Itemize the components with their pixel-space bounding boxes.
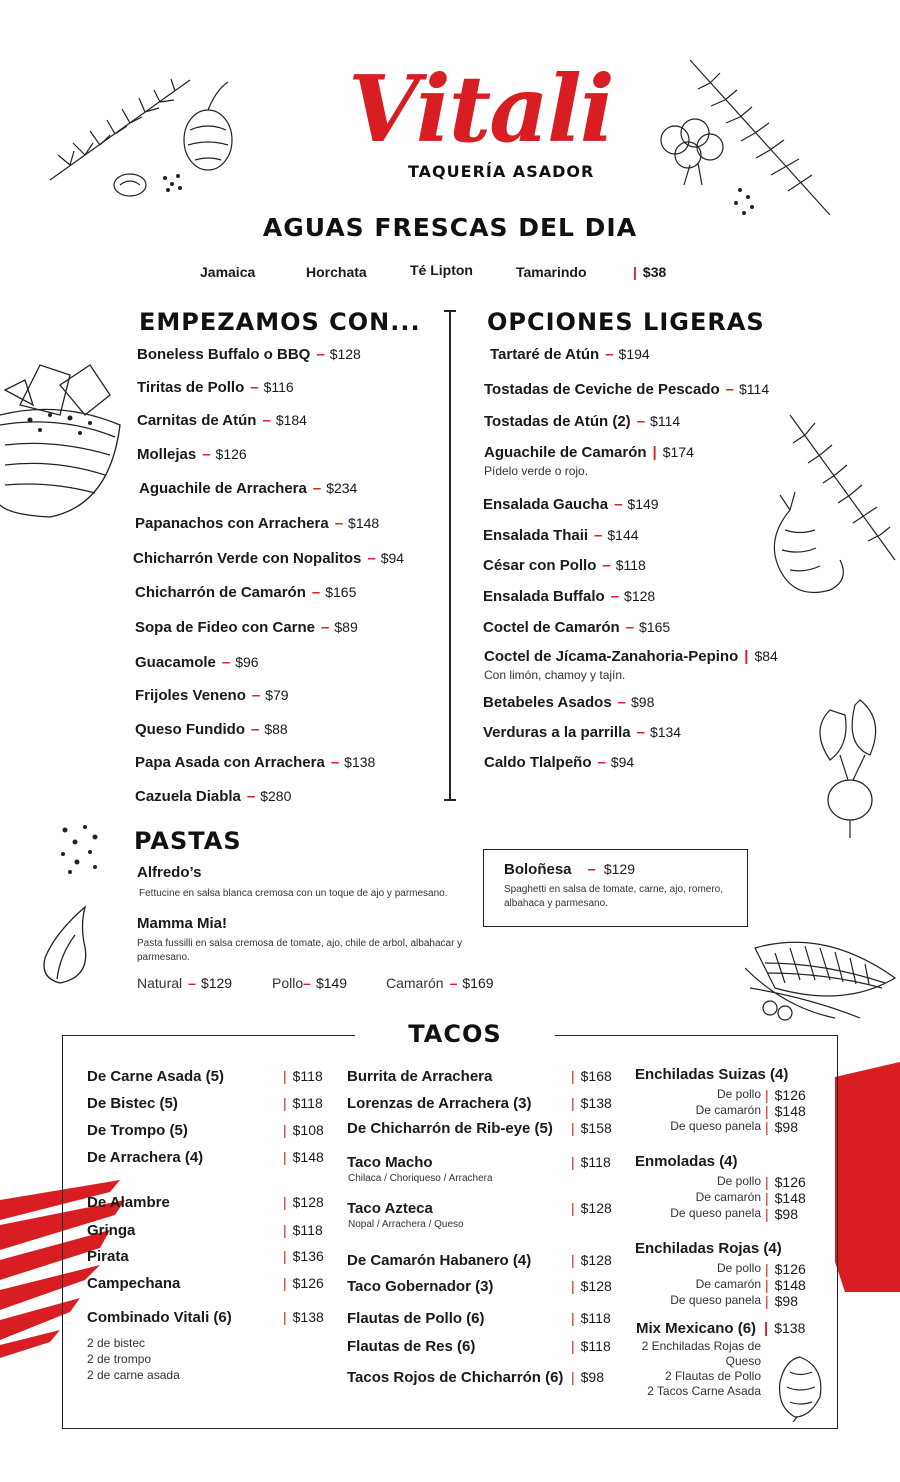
price-separator: | — [571, 1369, 575, 1385]
price-value: $118 — [292, 1095, 323, 1111]
item-note: Con limón, chamoy y tajín. — [484, 668, 626, 682]
enchilada-option: De queso panela — [670, 1119, 761, 1133]
price-separator: | — [571, 1278, 575, 1294]
mix-note: 2 Tacos Carne Asada — [647, 1384, 761, 1398]
menu-item-ligeras — [490, 346, 650, 363]
item-price: $128 — [624, 588, 656, 604]
item-name: Sopa de Fideo con Carne — [135, 619, 316, 636]
taco-price — [283, 1194, 324, 1210]
item-name: Ensalada Gaucha — [483, 496, 609, 513]
price-separator: | — [571, 1068, 575, 1084]
item-name: Tiritas de Pollo — [137, 379, 245, 396]
price-separator: | — [652, 444, 657, 461]
item-name: Boneless Buffalo o BBQ — [137, 346, 311, 363]
brand-subtitle: TAQUERÍA ASADOR — [408, 162, 595, 181]
aguas-item: Tamarindo — [516, 264, 587, 280]
enchilada-price — [765, 1261, 806, 1277]
enchilada-option: De queso panela — [670, 1293, 761, 1307]
item-price: $94 — [380, 550, 405, 566]
price-dash: – — [250, 379, 259, 396]
item-price: $149 — [627, 496, 659, 512]
taco-price — [283, 1068, 323, 1084]
item-name: Ensalada Thaii — [483, 527, 589, 544]
bolonesa-name: Boloñesa – $129 — [504, 861, 636, 878]
corn-icon — [745, 918, 900, 1023]
price-separator: | — [765, 1293, 769, 1309]
item-name: Papanachos con Arrachera — [135, 515, 329, 532]
bolonesa-label: Boloñesa — [504, 861, 572, 878]
price-separator: | — [283, 1309, 287, 1325]
price-separator: | — [765, 1277, 769, 1293]
enchilada-price — [765, 1190, 806, 1206]
price-value: $108 — [292, 1122, 324, 1138]
price-separator: | — [571, 1095, 575, 1111]
price-dash: – — [334, 515, 344, 532]
item-price: $88 — [264, 721, 288, 737]
item-name: Caldo Tlalpeño — [484, 754, 592, 771]
aguas-item: Jamaica — [200, 264, 256, 280]
enchilada-option: De pollo — [716, 1261, 761, 1275]
price-separator: | — [571, 1310, 575, 1326]
item-price: $184 — [275, 412, 307, 428]
taco-item: Flautas de Res (6) — [347, 1338, 476, 1355]
menu-item-empezamos — [135, 687, 289, 704]
price-dash: – — [614, 496, 623, 513]
item-name: César con Pollo — [483, 557, 597, 574]
menu-item-empezamos — [137, 412, 307, 429]
brand-logo: Vitali — [348, 55, 613, 163]
enchilada-price — [765, 1119, 798, 1135]
pasta-option-price: $169 — [462, 975, 494, 991]
menu-item-ligeras — [483, 496, 659, 513]
menu-item-ligeras — [484, 381, 769, 398]
menu-item-empezamos — [135, 654, 259, 671]
enchilada-group: Enchiladas Suizas (4) — [635, 1066, 789, 1083]
item-price: $165 — [639, 619, 671, 635]
pasta-option-price: $149 — [315, 975, 348, 991]
price-separator: | — [765, 1103, 769, 1119]
item-note: Pídelo verde o rojo. — [484, 464, 589, 478]
pasta-option-label: Pollo — [272, 975, 304, 991]
taco-item: Taco Gobernador (3) — [347, 1278, 494, 1295]
item-name: Cazuela Diabla — [135, 788, 241, 805]
pasta-alfredo: Alfredo’s — [137, 864, 202, 881]
mix-note — [620, 1339, 761, 1369]
price-separator: | — [283, 1194, 287, 1210]
guacamole-bowl-icon — [0, 345, 125, 520]
garlic-icon — [40, 905, 95, 985]
taco-item: Gringa — [87, 1222, 136, 1239]
menu-item-ligeras — [483, 724, 681, 741]
item-name: Chicharrón de Camarón — [135, 584, 306, 601]
price-value: $168 — [580, 1068, 612, 1084]
pasta-option-price: $129 — [200, 975, 233, 991]
taco-item: De Alambre — [87, 1194, 170, 1211]
pasta-mamma: Mamma Mia! — [137, 915, 228, 932]
price-value: $126 — [774, 1261, 806, 1277]
price-separator: | — [571, 1200, 575, 1216]
price-dash: – — [636, 413, 646, 430]
taco-item: Flautas de Pollo (6) — [347, 1310, 485, 1327]
price-separator: | — [765, 1190, 769, 1206]
price-dash: – — [594, 527, 603, 544]
menu-item-empezamos — [135, 584, 356, 601]
price-dash: – — [262, 412, 271, 429]
item-price: $128 — [329, 346, 361, 362]
price-separator: | — [765, 1206, 769, 1222]
price-separator: | — [283, 1248, 287, 1264]
taco-item: Taco Macho — [347, 1154, 433, 1171]
mix-name: Mix Mexicano (6) — [636, 1320, 757, 1337]
taco-price — [571, 1068, 612, 1084]
item-price: $194 — [618, 346, 650, 362]
enchilada-price — [765, 1103, 806, 1119]
rosemary-onion-icon — [40, 60, 260, 200]
price-value: $148 — [774, 1103, 806, 1119]
price-value: $126 — [292, 1275, 324, 1291]
menu-item-empezamos — [135, 788, 291, 805]
enchilada-option: De pollo — [716, 1174, 761, 1188]
aguas-item: Té Lipton — [410, 262, 473, 278]
item-price: $94 — [610, 754, 635, 770]
price-dash: – — [330, 754, 340, 771]
price-value: $98 — [774, 1206, 798, 1222]
price-separator: | — [283, 1149, 287, 1165]
item-price: $234 — [326, 480, 358, 496]
taco-item: De Carne Asada (5) — [87, 1068, 224, 1085]
price-separator: | — [571, 1252, 575, 1268]
item-name: Aguachile de Camarón — [484, 444, 647, 461]
price-value: $136 — [292, 1248, 324, 1264]
enchilada-option: De camarón — [695, 1103, 761, 1117]
bolonesa-box — [483, 849, 748, 927]
aguas-item: Horchata — [306, 264, 367, 280]
price-dash: – — [725, 381, 734, 398]
price-dash: – — [321, 619, 330, 636]
price-value: $118 — [580, 1310, 611, 1326]
price-separator: | — [283, 1275, 287, 1291]
price-separator: | — [571, 1120, 575, 1136]
item-price: $89 — [334, 619, 358, 635]
item-price: $138 — [344, 754, 376, 770]
menu-item-empezamos — [135, 721, 288, 738]
price-value: $158 — [580, 1120, 612, 1136]
item-name: Tartaré de Atún — [490, 346, 600, 363]
item-price: $98 — [631, 694, 655, 710]
item-price: $114 — [650, 413, 681, 429]
price-dash: – — [617, 694, 627, 711]
price-separator: | — [571, 1338, 575, 1354]
taco-item: Burrita de Arrachera — [347, 1068, 493, 1085]
menu-item-empezamos — [135, 754, 375, 771]
combinado-note: 2 de carne asada — [87, 1368, 180, 1382]
price-dash: – — [367, 550, 376, 567]
menu-item-ligeras — [483, 619, 670, 636]
pepper-seeds-icon — [55, 822, 105, 877]
price-dash: – — [311, 584, 321, 601]
menu-item-ligeras — [483, 557, 646, 574]
enchilada-option: De camarón — [695, 1277, 761, 1291]
price-separator: | — [283, 1122, 287, 1138]
ligeras-title: OPCIONES LIGERAS — [487, 308, 765, 336]
price-value: $128 — [580, 1200, 612, 1216]
mix-note: 2 Flautas de Pollo — [664, 1369, 761, 1383]
item-price: $174 — [662, 444, 694, 460]
item-name: Ensalada Buffalo — [483, 588, 605, 605]
pasta-option-pollo: Pollo– $149 — [272, 975, 348, 991]
taco-item: De Arrachera (4) — [87, 1149, 204, 1166]
taco-price — [571, 1338, 611, 1354]
item-name: Mollejas — [137, 446, 197, 463]
price-dash: – — [251, 687, 261, 704]
pasta-option-natural: Natural – $129 — [137, 975, 233, 991]
menu-item-ligeras — [484, 413, 680, 430]
price-dash: – — [251, 721, 260, 738]
price-value: $148 — [292, 1149, 324, 1165]
item-name: Tostadas de Atún (2) — [484, 413, 631, 430]
item-name: Tostadas de Ceviche de Pescado — [484, 381, 720, 398]
enchilada-group: Enchiladas Rojas (4) — [635, 1240, 782, 1257]
enchilada-price — [765, 1277, 806, 1293]
menu-item-ligeras — [484, 444, 694, 461]
taco-item: Campechana — [87, 1275, 181, 1292]
price-value: $148 — [774, 1277, 806, 1293]
rosemary-broccoli-icon — [650, 55, 850, 225]
taco-item: De Chicharrón de Rib-eye (5) — [347, 1120, 553, 1137]
item-name: Aguachile de Arrachera — [139, 480, 307, 497]
item-name: Carnitas de Atún — [137, 412, 257, 429]
taco-item: Combinado Vitali (6) — [87, 1309, 232, 1326]
taco-price — [283, 1275, 324, 1291]
item-name: Coctel de Jícama-Zanahoria-Pepino — [484, 648, 739, 665]
item-price: $96 — [235, 654, 259, 670]
price-separator: | — [571, 1154, 575, 1170]
menu-item-empezamos — [135, 619, 358, 636]
item-name: Frijoles Veneno — [135, 687, 246, 704]
mix-note-line: 2 Enchiladas Rojas de Queso — [641, 1339, 761, 1368]
price-separator: | — [765, 1119, 769, 1135]
pasta-option-camaron: Camarón – $169 — [386, 975, 494, 991]
price-dash: – — [625, 619, 635, 636]
item-price: $165 — [325, 584, 357, 600]
price-dash: – — [221, 654, 231, 671]
taco-price — [283, 1122, 324, 1138]
price-value: $98 — [580, 1369, 604, 1385]
taco-price — [283, 1149, 324, 1165]
price-value: $118 — [292, 1222, 323, 1238]
price-separator: | — [744, 648, 749, 665]
price-separator: | — [765, 1174, 769, 1190]
item-price: $116 — [263, 379, 294, 395]
price-dash: – — [610, 588, 620, 605]
item-price: $84 — [754, 648, 778, 664]
menu-item-ligeras — [483, 527, 639, 544]
item-name: Coctel de Camarón — [483, 619, 620, 636]
price-separator: | — [283, 1095, 287, 1111]
taco-item: Taco Azteca — [347, 1200, 433, 1217]
price-dash: – — [312, 480, 322, 497]
item-name: Guacamole — [135, 654, 216, 671]
enchilada-price — [765, 1206, 798, 1222]
aguas-price-value: $38 — [642, 264, 667, 280]
item-price: $280 — [260, 788, 292, 804]
column-divider — [449, 310, 451, 800]
price-value: $128 — [580, 1278, 612, 1294]
item-price: $79 — [265, 687, 289, 703]
price-dash: – — [246, 788, 256, 805]
taco-item: Tacos Rojos de Chicharrón (6) — [347, 1369, 564, 1386]
pasta-option-label: Natural — [137, 975, 183, 991]
taco-item: Lorenzas de Arrachera (3) — [347, 1095, 532, 1112]
price-dash: – — [202, 446, 211, 463]
enchilada-option: De pollo — [716, 1087, 761, 1101]
menu-item-empezamos — [137, 446, 247, 463]
pasta-option-label: Camarón — [386, 975, 444, 991]
mix-mexicano: Mix Mexicano (6) | $138 — [636, 1320, 806, 1337]
taco-item: De Trompo (5) — [87, 1122, 188, 1139]
item-price: $148 — [348, 515, 380, 531]
item-name: Papa Asada con Arrachera — [135, 754, 325, 771]
taco-price — [571, 1154, 611, 1170]
column-divider-cap-top — [444, 310, 456, 312]
enchilada-price — [765, 1087, 806, 1103]
price-value: $138 — [292, 1309, 324, 1325]
tacos-title: TACOS — [355, 1020, 555, 1048]
price-value: $118 — [292, 1068, 323, 1084]
price-dash: – — [605, 346, 614, 363]
column-divider-cap-bottom — [444, 799, 456, 801]
empezamos-title: EMPEZAMOS CON... — [139, 308, 421, 336]
price-value: $148 — [774, 1190, 806, 1206]
item-price: $144 — [607, 527, 639, 543]
price-value: $98 — [774, 1293, 798, 1309]
taco-note: Nopal / Arrachera / Queso — [348, 1219, 464, 1230]
menu-item-ligeras — [483, 694, 654, 711]
menu-item-empezamos — [137, 346, 361, 363]
beet-icon — [805, 690, 895, 840]
shrimp-rosemary-icon — [760, 410, 900, 620]
enchilada-price — [765, 1174, 806, 1190]
taco-note: Chilaca / Choriqueso / Arrachera — [348, 1173, 493, 1184]
price-value: $118 — [580, 1338, 611, 1354]
item-price: $118 — [615, 557, 646, 573]
taco-item: De Camarón Habanero (4) — [347, 1252, 532, 1269]
taco-price — [283, 1309, 324, 1325]
taco-item: De Bistec (5) — [87, 1095, 178, 1112]
price-dash: – — [602, 557, 611, 574]
taco-item: Pirata — [87, 1248, 129, 1265]
item-name: Betabeles Asados — [483, 694, 612, 711]
item-price: $134 — [649, 724, 682, 740]
price-value: $126 — [774, 1174, 806, 1190]
price-value: $128 — [292, 1194, 324, 1210]
item-price: $126 — [215, 446, 247, 462]
price-value: $98 — [774, 1119, 798, 1135]
menu-item-ligeras — [483, 588, 655, 605]
price-separator: | — [283, 1068, 287, 1084]
menu-item-ligeras — [484, 754, 634, 771]
menu-item-empezamos — [135, 515, 379, 532]
bolonesa-desc: Spaghetti en salsa de tomate, carne, ajo, romero, albahaca y parmesano. — [504, 884, 724, 909]
taco-price — [283, 1248, 324, 1264]
enchilada-price — [765, 1293, 798, 1309]
item-name: Verduras a la parrilla — [483, 724, 631, 741]
price-value: $126 — [774, 1087, 806, 1103]
enchilada-option: De camarón — [695, 1190, 761, 1204]
pasta-mamma-desc: Pasta fussilli en salsa cremosa de tomate, ajo, chile de arbol, albahacar y parmesano. — [137, 938, 463, 963]
taco-price — [283, 1222, 323, 1238]
taco-price — [571, 1369, 604, 1385]
menu-item-ligeras — [484, 648, 778, 665]
bolonesa-price: $129 — [603, 861, 636, 877]
enchilada-option: De queso panela — [670, 1206, 761, 1220]
price-separator: | — [765, 1087, 769, 1103]
price-dash: – — [597, 754, 606, 771]
red-brush-stroke-right — [835, 1062, 900, 1292]
mix-price: $138 — [774, 1320, 806, 1336]
menu-item-empezamos — [137, 379, 294, 396]
pastas-title: PASTAS — [134, 827, 242, 855]
price-dash: – — [636, 724, 645, 741]
menu-item-empezamos — [139, 480, 357, 497]
combinado-note: 2 de bistec — [87, 1336, 146, 1350]
pasta-alfredo-desc: Fettucine en salsa blanca cremosa con un toque de ajo y parmesano. — [139, 888, 448, 899]
price-value: $128 — [580, 1252, 612, 1268]
price-value: $118 — [580, 1154, 611, 1170]
taco-price — [571, 1310, 611, 1326]
item-name: Chicharrón Verde con Nopalitos — [133, 550, 362, 567]
combinado-note: 2 de trompo — [87, 1352, 152, 1366]
price-separator: | — [765, 1261, 769, 1277]
aguas-price: | $38 — [633, 264, 667, 280]
price-separator: | — [283, 1222, 287, 1238]
price-value: $138 — [580, 1095, 612, 1111]
taco-price — [283, 1095, 323, 1111]
enchilada-group: Enmoladas (4) — [635, 1153, 738, 1170]
menu-item-empezamos — [133, 550, 404, 567]
item-name: Queso Fundido — [135, 721, 245, 738]
aguas-title: AGUAS FRESCAS DEL DIA — [262, 213, 638, 242]
item-price: $114 — [739, 381, 770, 397]
price-dash: – — [316, 346, 325, 363]
